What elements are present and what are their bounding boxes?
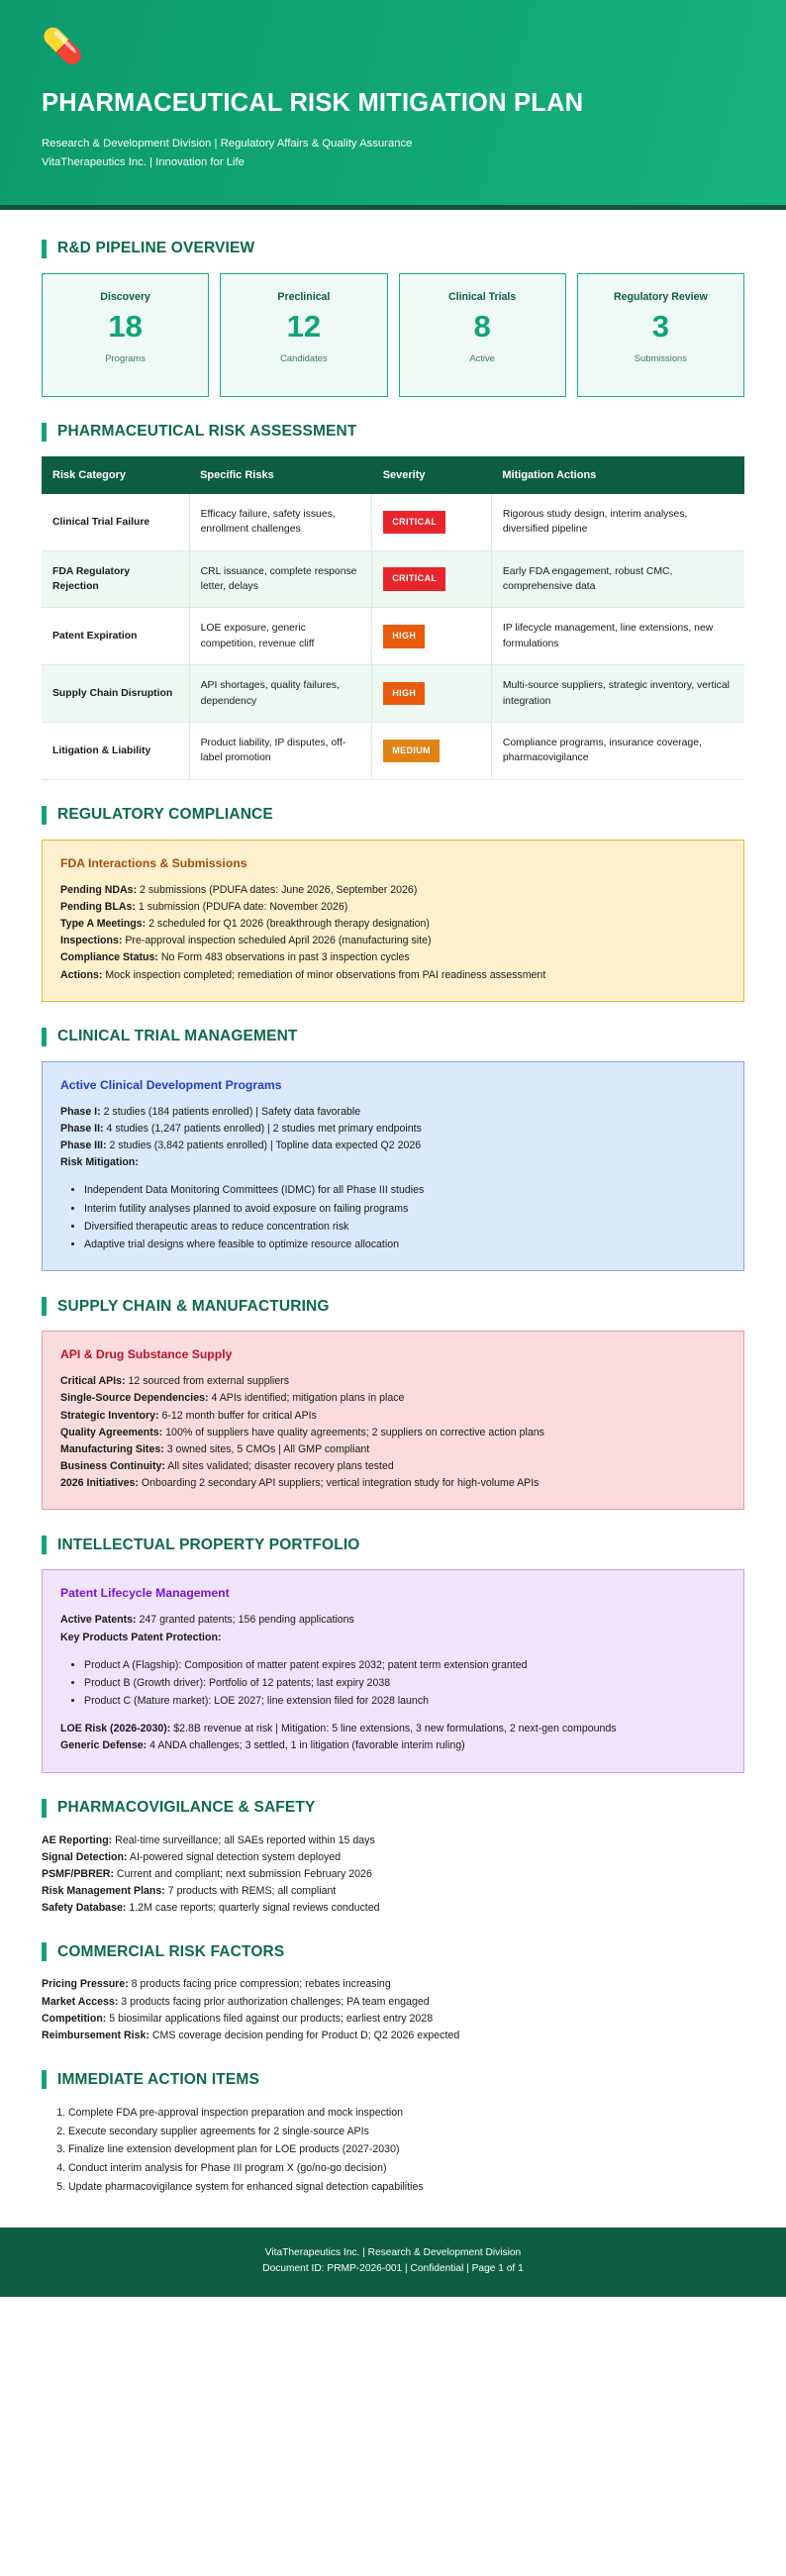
cell-specific-risks: Efficacy failure, safety issues, enrollment challenges (189, 494, 372, 550)
status-badge: CRITICAL (383, 567, 445, 590)
section-header-regulatory (42, 806, 744, 825)
ip-detail-lines-top (60, 1612, 726, 1645)
cell-specific-risks: CRL issuance, complete response letter, delays (189, 550, 372, 608)
detail-line-value: Pre-approval inspection scheduled April 2026 (manufacturing site) (122, 935, 432, 947)
detail-line-key: AE Reporting: (42, 1833, 113, 1846)
action-item: 3. Finalize line extension development plan for LOE products (2027-2030) (68, 2140, 744, 2159)
cell-risk-category: FDA Regulatory Rejection (42, 550, 189, 608)
stat-card-label: Regulatory Review (613, 290, 708, 303)
detail-line-value: 4 APIs identified; mitigation plans in place (208, 1392, 405, 1405)
detail-line (42, 1900, 744, 1917)
action-item: 1. Complete FDA pre-approval inspection preparation and mock inspection (68, 2104, 744, 2123)
detail-line (60, 933, 726, 949)
pill-capsule-icon: 💊 (42, 28, 84, 65)
detail-line-value: 3 products facing prior authorization challenges; PA team engaged (118, 1995, 430, 2008)
detail-line-value: Mock inspection completed; remediation of minor observations from PAI readiness assessment (102, 968, 546, 981)
footer-line-2: Document ID: PRMP-2026-001 | Confidential | Page 1 of 1 (262, 2263, 524, 2275)
detail-line-key: Market Access: (42, 1995, 119, 2008)
detail-line-value: 1.2M case reports; quarterly signal reviews conducted (126, 1902, 380, 1915)
detail-line-value: AI-powered signal detection system deployed (127, 1850, 342, 1863)
status-badge: HIGH (383, 625, 425, 647)
section-title-ip-portfolio: INTELLECTUAL PROPERTY PORTFOLIO (57, 1536, 360, 1553)
callout-clinical (42, 1061, 744, 1272)
list-item: • Independent Data Monitoring Committees (IDMC) for all Phase III studies (84, 1181, 726, 1199)
detail-line-key: Signal Detection: (42, 1850, 128, 1863)
section-title-supply-chain: SUPPLY CHAIN & MANUFACTURING (57, 1297, 330, 1315)
stat-card-unit: Programs (105, 352, 146, 364)
cell-severity (372, 608, 492, 665)
detail-line-key: LOE Risk (2026-2030): (60, 1723, 171, 1735)
detail-line (60, 1390, 726, 1407)
pipeline-stat-card (577, 273, 744, 397)
stat-card-value: 8 (473, 309, 491, 345)
ip-detail-lines-bottom (60, 1721, 726, 1754)
detail-line-value: No Form 483 observations in past 3 inspection cycles (157, 951, 410, 964)
section-header-pharmacovigilance (42, 1799, 744, 1818)
detail-line-key: Active Patents: (60, 1614, 137, 1627)
detail-line (42, 1994, 744, 2011)
callout-title-clinical: Active Clinical Development Programs (60, 1077, 282, 1092)
section-title-commercial: COMMERCIAL RISK FACTORS (57, 1942, 285, 1960)
callout-title-regulatory: FDA Interactions & Submissions (60, 855, 247, 870)
document-header (0, 0, 786, 210)
detail-line-value: 2 studies (3,842 patients enrolled) | Topline data expected Q2 2026 (106, 1139, 422, 1152)
detail-line (60, 1475, 726, 1492)
cell-specific-risks: LOE exposure, generic competition, revenue cliff (189, 608, 372, 665)
detail-line-value: $2.8B revenue at risk | Mitigation: 5 line extensions, 3 new formulations, 2 next-gen compounds (170, 1723, 617, 1735)
detail-line-value: 4 ANDA challenges; 3 settled, 1 in litigation (favorable interim ruling) (147, 1739, 465, 1752)
accent-bar-icon (42, 1297, 47, 1316)
action-item: 2. Execute secondary supplier agreements for 2 single-source APIs (68, 2123, 744, 2141)
pipeline-stat-card (220, 273, 387, 397)
section-title-pharmacovigilance: PHARMACOVIGILANCE & SAFETY (57, 1799, 316, 1817)
detail-line-key: Generic Defense: (60, 1739, 147, 1752)
stat-card-label: Clinical Trials (447, 290, 517, 303)
cell-mitigation-actions: Compliance programs, insurance coverage, pharmacovigilance (491, 723, 744, 780)
stat-card-value: 12 (286, 309, 322, 345)
detail-line-key: Inspections: (60, 935, 123, 947)
detail-line-key: Risk Management Plans: (42, 1885, 165, 1898)
accent-bar-icon (42, 1536, 47, 1554)
stat-card-unit: Candidates (280, 352, 328, 364)
section-title-risk-assessment: PHARMACEUTICAL RISK ASSESSMENT (57, 423, 357, 441)
stat-card-value: 18 (108, 309, 143, 345)
action-item: 4. Conduct interim analysis for Phase III program X (go/no-go decision) (68, 2159, 744, 2178)
detail-line (60, 1721, 726, 1737)
cell-severity (372, 723, 492, 780)
supply-chain-detail-lines (60, 1373, 726, 1492)
pharmacovigilance-detail-lines (42, 1833, 744, 1918)
accent-bar-icon (42, 806, 47, 825)
table-row (42, 665, 744, 723)
cell-risk-category: Litigation & Liability (42, 723, 189, 780)
pipeline-stat-card (42, 273, 209, 397)
stat-card-value: 3 (651, 309, 669, 345)
detail-line-value: Onboarding 2 secondary API suppliers; vertical integration study for high-volume APIs (138, 1477, 540, 1490)
detail-line-key: Compliance Status: (60, 951, 158, 964)
accent-bar-icon (42, 2070, 47, 2089)
document-body (0, 210, 786, 2196)
detail-line-value: 2 studies (184 patients enrolled) | Safety data favorable (100, 1105, 361, 1118)
section-title-clinical: CLINICAL TRIAL MANAGEMENT (57, 1028, 298, 1045)
stat-card-label: Discovery (100, 290, 150, 303)
cell-risk-category: Supply Chain Disruption (42, 665, 189, 723)
callout-title-supply-chain: API & Drug Substance Supply (60, 1347, 233, 1362)
detail-line-key: Safety Database: (42, 1902, 127, 1915)
accent-bar-icon (42, 240, 47, 258)
risk-assessment-table (42, 456, 744, 780)
status-badge: MEDIUM (383, 740, 440, 762)
cell-mitigation-actions: IP lifecycle management, line extensions, new formulations (491, 608, 744, 665)
table-column-header: Severity (372, 456, 492, 494)
status-badge: HIGH (383, 682, 425, 705)
cell-specific-risks: Product liability, IP disputes, off-label promotion (189, 723, 372, 780)
table-column-header: Mitigation Actions (491, 456, 744, 494)
detail-line (60, 1612, 726, 1629)
regulatory-detail-lines (60, 882, 726, 984)
detail-line-key: Risk Mitigation: (60, 1156, 139, 1169)
table-row (42, 550, 744, 608)
clinical-detail-lines (60, 1104, 726, 1172)
commercial-detail-lines (42, 1976, 744, 2044)
detail-line-key: 2026 Initiatives: (60, 1477, 139, 1490)
detail-line-key: Phase III: (60, 1139, 107, 1152)
detail-line (60, 1121, 726, 1138)
detail-line (60, 1425, 726, 1441)
callout-ip-portfolio (42, 1569, 744, 1772)
cell-risk-category: Patent Expiration (42, 608, 189, 665)
section-header-pipeline (42, 240, 744, 258)
stat-card-unit: Active (469, 352, 495, 364)
header-subtitle-line-2: VitaTherapeutics Inc. | Innovation for Life (42, 155, 245, 168)
section-header-clinical (42, 1028, 744, 1046)
section-title-regulatory: REGULATORY COMPLIANCE (57, 806, 273, 824)
detail-line-value: 3 owned sites, 5 CMOs | All GMP compliant (163, 1442, 370, 1455)
section-header-risk-assessment (42, 423, 744, 442)
detail-line-key: Manufacturing Sites: (60, 1442, 164, 1455)
list-item: • Diversified therapeutic areas to reduce concentration risk (84, 1218, 726, 1236)
detail-line-key: Reimbursement Risk: (42, 2029, 149, 2041)
detail-line (60, 1408, 726, 1425)
detail-line (42, 2028, 744, 2044)
table-header-row (42, 456, 744, 494)
detail-line (60, 1458, 726, 1475)
list-item: • Product A (Flagship): Composition of matter patent expires 2032; patent term extension granted (84, 1656, 726, 1674)
detail-line (60, 949, 726, 966)
callout-supply-chain (42, 1331, 744, 1510)
detail-line (60, 1104, 726, 1121)
detail-line-value: 100% of suppliers have quality agreements; 2 suppliers on corrective action plans (162, 1426, 544, 1438)
action-items-list (42, 2104, 744, 2196)
table-row (42, 608, 744, 665)
detail-line (60, 1154, 726, 1171)
footer-line-1: VitaTherapeutics Inc. | Research & Development Division (264, 2247, 522, 2259)
document-footer (0, 2228, 786, 2297)
detail-line-value: Real-time surveillance; all SAEs reported within 15 days (112, 1833, 375, 1846)
status-badge: CRITICAL (383, 511, 445, 534)
list-item: • Product C (Mature market): LOE 2027; line extension filed for 2028 launch (84, 1692, 726, 1710)
detail-line-key: Pending BLAs: (60, 900, 136, 913)
section-title-pipeline: R&D PIPELINE OVERVIEW (57, 240, 255, 257)
detail-line (42, 1866, 744, 1883)
detail-line-key: Strategic Inventory: (60, 1409, 159, 1422)
cell-severity (372, 494, 492, 550)
detail-line (60, 967, 726, 984)
detail-line-value: Current and compliant; next submission February 2026 (113, 1867, 372, 1880)
detail-line-key: Competition: (42, 2012, 107, 2025)
detail-line-value: 4 studies (1,247 patients enrolled) | 2 studies met primary endpoints (103, 1122, 422, 1135)
detail-line-value: 2 scheduled for Q1 2026 (breakthrough therapy designation) (146, 918, 430, 931)
cell-mitigation-actions: Rigorous study design, interim analyses, diversified pipeline (491, 494, 744, 550)
detail-line-key: PSMF/PBRER: (42, 1867, 114, 1880)
table-row (42, 723, 744, 780)
stat-card-unit: Submissions (634, 352, 687, 364)
detail-line (42, 1833, 744, 1849)
detail-line-value: CMS coverage decision pending for Product D; Q2 2026 expected (148, 2029, 460, 2041)
detail-line-key: Phase II: (60, 1122, 104, 1135)
stat-card-label: Preclinical (277, 290, 331, 303)
detail-line-key: Pending NDAs: (60, 883, 138, 896)
ip-product-bullets (60, 1656, 726, 1711)
detail-line-value: All sites validated; disaster recovery plans tested (164, 1460, 394, 1473)
callout-regulatory (42, 840, 744, 1002)
table-row (42, 494, 744, 550)
section-header-supply-chain (42, 1297, 744, 1316)
list-item: • Interim futility analyses planned to avoid exposure on failing programs (84, 1200, 726, 1218)
header-subtitle-line-1: Research & Development Division | Regulatory Affairs & Quality Assurance (42, 138, 413, 150)
detail-line-key: Critical APIs: (60, 1375, 126, 1388)
clinical-mitigation-bullets (60, 1181, 726, 1253)
detail-line (60, 1373, 726, 1390)
detail-line (60, 1138, 726, 1154)
section-title-action-items: IMMEDIATE ACTION ITEMS (57, 2070, 259, 2088)
detail-line-value: 1 submission (PDUFA date: November 2026) (135, 900, 348, 913)
detail-line (60, 882, 726, 899)
table-column-header: Specific Risks (189, 456, 372, 494)
detail-line-value: 12 sourced from external suppliers (125, 1375, 290, 1388)
detail-line-value: 247 granted patents; 156 pending applications (136, 1614, 354, 1627)
cell-specific-risks: API shortages, quality failures, dependency (189, 665, 372, 723)
list-item: • Adaptive trial designs where feasible to optimize resource allocation (84, 1236, 726, 1253)
detail-line (60, 1441, 726, 1458)
detail-line-value: 6-12 month buffer for critical APIs (158, 1409, 317, 1422)
cell-severity (372, 550, 492, 608)
detail-line (60, 1630, 726, 1646)
table-column-header: Risk Category (42, 456, 189, 494)
detail-line (60, 1737, 726, 1754)
detail-line (42, 1849, 744, 1866)
detail-line (42, 1976, 744, 1993)
pipeline-stat-cards (42, 273, 744, 397)
detail-line-value: 7 products with REMS; all compliant (164, 1885, 337, 1898)
detail-line (42, 2011, 744, 2028)
list-item: • Product B (Growth driver): Portfolio of 12 patents; last expiry 2038 (84, 1674, 726, 1692)
accent-bar-icon (42, 423, 47, 442)
section-header-action-items (42, 2070, 744, 2089)
cell-mitigation-actions: Early FDA engagement, robust CMC, comprehensive data (491, 550, 744, 608)
detail-line-key: Phase I: (60, 1105, 101, 1118)
detail-line-key: Key Products Patent Protection: (60, 1631, 222, 1643)
callout-title-ip-portfolio: Patent Lifecycle Management (60, 1586, 230, 1601)
detail-line-value: 2 submissions (PDUFA dates: June 2026, September 2026) (137, 883, 418, 896)
section-header-commercial (42, 1942, 744, 1961)
detail-line-key: Quality Agreements: (60, 1426, 163, 1438)
detail-line (42, 1883, 744, 1900)
detail-line-key: Business Continuity: (60, 1460, 165, 1473)
cell-severity (372, 665, 492, 723)
detail-line-value: 8 products facing price compression; rebates increasing (128, 1978, 391, 1991)
cell-risk-category: Clinical Trial Failure (42, 494, 189, 550)
accent-bar-icon (42, 1799, 47, 1818)
accent-bar-icon (42, 1028, 47, 1046)
detail-line (60, 916, 726, 933)
detail-line-key: Pricing Pressure: (42, 1978, 129, 1991)
pipeline-stat-card (399, 273, 566, 397)
section-header-ip-portfolio (42, 1536, 744, 1554)
action-item: 5. Update pharmacovigilance system for enhanced signal detection capabilities (68, 2178, 744, 2197)
cell-mitigation-actions: Multi-source suppliers, strategic inventory, vertical integration (491, 665, 744, 723)
document-title: PHARMACEUTICAL RISK MITIGATION PLAN (42, 89, 584, 117)
detail-line-key: Type A Meetings: (60, 918, 147, 931)
detail-line-key: Actions: (60, 968, 103, 981)
detail-line (60, 899, 726, 916)
accent-bar-icon (42, 1942, 47, 1961)
detail-line-value: 5 biosimilar applications filed against our products; earliest entry 2028 (106, 2012, 434, 2025)
detail-line-key: Single-Source Dependencies: (60, 1392, 209, 1405)
